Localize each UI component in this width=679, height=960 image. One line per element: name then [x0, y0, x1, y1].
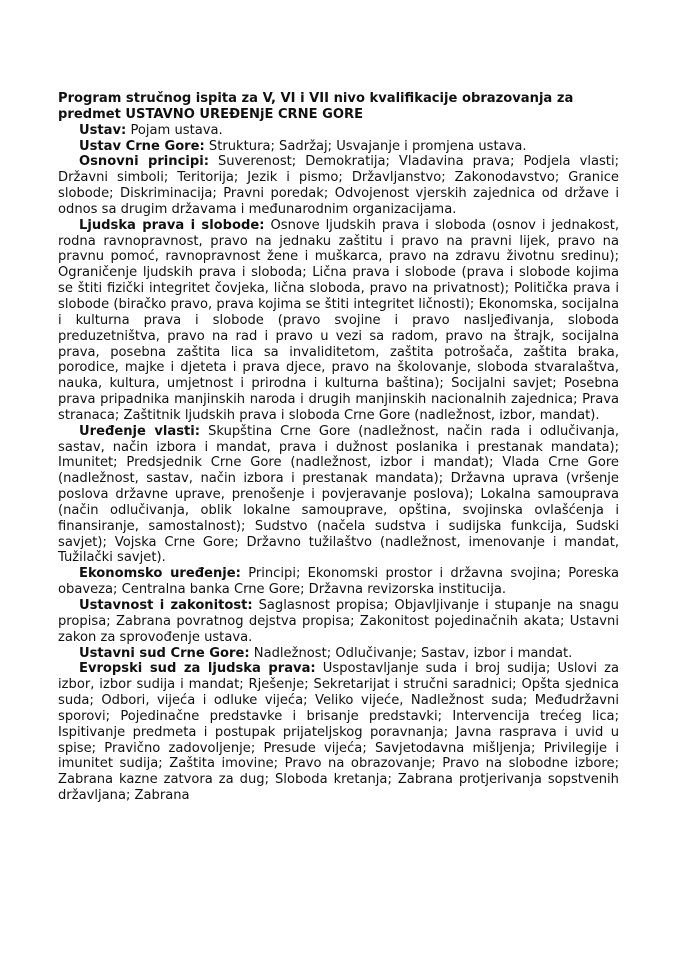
section-text: Saglasnost propisa; Objavljivanje i stupanje na snagu propisa; Zabrana povratnog dejstva propisa; Zakonitost pojedinačnih akata; Ustavni zakon za sprovođenje ustava. [58, 598, 619, 645]
section-osnovni-principi [58, 154, 619, 217]
section-ekonomsko-uredjenje [58, 566, 619, 598]
section-text: Skupština Crne Gore (nadležnost, način rada i odlučivanja, sastav, način izbora i mandat, prava i dužnost poslanika i prestanak mandata); Imunitet; Predsjednik Crne Gore (nadležnost, izbor i mandat); Vlada Crne Gore (nadležnost, sastav, način izbora i prestanak mandata); Državna uprava (vršenje poslova državne uprave, prenošenje i povjeravanje poslova); Lokalna samouprava (način odlučivanja, oblik lokalne samouprave, opština, svojinska ovlašćenja i finansiranje, samostalnost); Sudstvo (načela sudstva i sudijska funkcija, Sudski savjet); Vojska Crne Gore; Državno tužilaštvo (nadležnost, imenovanje i mandat, Tužilački savjet). [58, 423, 620, 566]
section-text: Uspostavljanje suda i broj sudija; Uslovi za izbor, izbor sudija i mandat; Rješenje; Sekretarijat i stručni saradnici; Opšta sjednica suda; Odbori, vijeća i odluke vijeća; Veliko vijeće, Nadležnost suda; Međudržavni sporovi; Pojedinačne predstavke i brisanje predstavki; Intervencija trećeg lica; Ispitivanje predmeta i postupak prijateljskog poravnanja; Javna rasprava i uvid u spise; Pravično zadovoljenje; Presude vijeća; Savjetodavna mišljenja; Privilegije i imunitet sudija; Zaštita imovine; Pravo na obrazovanje; Pravo na slobodne izbore; Zabrana kazne zatvora za dug; Sloboda kretanja; Zabrana protjerivanja sopstvenih državljana; Zabrana [58, 661, 619, 804]
section-ljudska-prava [58, 218, 619, 424]
section-label: Ustav: [79, 122, 127, 138]
section-ustav-crne-gore [58, 139, 619, 155]
section-text: Osnove ljudskih prava i sloboda (osnov i jednakost, rodna ravnopravnost, pravo na jednaku zaštitu i pravo na pravni lijek, pravo na pravnu pomoć, ravnopravnost žene i muškarca, pravo na zdravu životnu sredinu); Ograničenje ljudskih prava i sloboda; Lična prava i slobode (prava i slobode kojima se štiti fizički integritet čovjeka, lična sloboda, pravo na privatnost); Politička prava i slobode (biračko pravo, prava kojima se štiti integritet ličnosti); Ekonomska, socijalna i kulturna prava i slobode (pravo svojine i pravo nasljeđivanja, sloboda preduzetništva, pravo na rad i pravo u vezi sa radom, pravo na štrajk, socijalna prava, posebna zaštita lica sa invaliditetom, zaštita potrošača, zaštita braka, porodice, majke i djeteta i prava djece, pravo na školovanje, sloboda stvaralaštva, nauka, kultura, umjetnost i prirodna i kulturna baština); Socijalni savjet; Posebna prava pripadnika manjinskih naroda i drugih manjinskih nacionalnih zajednica; Prava stranaca; Zaštitnik ljudskih prava i sloboda Crne Gore (nadležnost, izbor, mandat). [58, 217, 620, 423]
section-text: Nadležnost; Odlučivanje; Sastav, izbor i mandat. [249, 645, 573, 661]
document-page [58, 91, 619, 804]
section-ustav [58, 123, 619, 139]
section-text: Struktura; Sadržaj; Usvajanje i promjena ustava. [204, 138, 527, 154]
section-ustavnost-zakonitost [58, 598, 619, 646]
section-label: Ekonomsko uređenje: [79, 566, 241, 582]
section-text: Pojam ustava. [126, 122, 223, 138]
section-evropski-sud [58, 661, 619, 804]
document-title: Program stručnog ispita za V, VI i VII nivo kvalifikacije obrazovanja za predmet USTAVNO UREĐENjE CRNE GORE [58, 91, 574, 122]
section-label: Ustavnost i zakonitost: [79, 598, 253, 613]
section-label: Uređenje vlasti: [79, 423, 201, 439]
section-label: Ustav Crne Gore: [79, 138, 205, 154]
section-label: Ustavni sud Crne Gore: [79, 645, 250, 661]
section-ustavni-sud [58, 646, 619, 662]
section-text: Suverenost; Demokratija; Vladavina prava; Podjela vlasti; Državni simboli; Teritorija; Jezik i pismo; Državljanstvo; Zakonodavstvo; Granice slobode; Diskriminacija; Pravni poredak; Odvojenost vjerskih zajednica od države i odnos sa drugim državama i međunarodnim organizacijama. [58, 154, 619, 217]
section-label: Ljudska prava i slobode: [79, 217, 265, 233]
section-label: Osnovni principi: [79, 154, 209, 170]
section-uredjenje-vlasti [58, 424, 619, 567]
section-label: Evropski sud za ljudska prava: [79, 661, 316, 677]
section-text: Principi; Ekonomski prostor i državna svojina; Poreska obaveza; Centralna banka Crne Gore; Državna revizorska institucija. [58, 566, 619, 598]
